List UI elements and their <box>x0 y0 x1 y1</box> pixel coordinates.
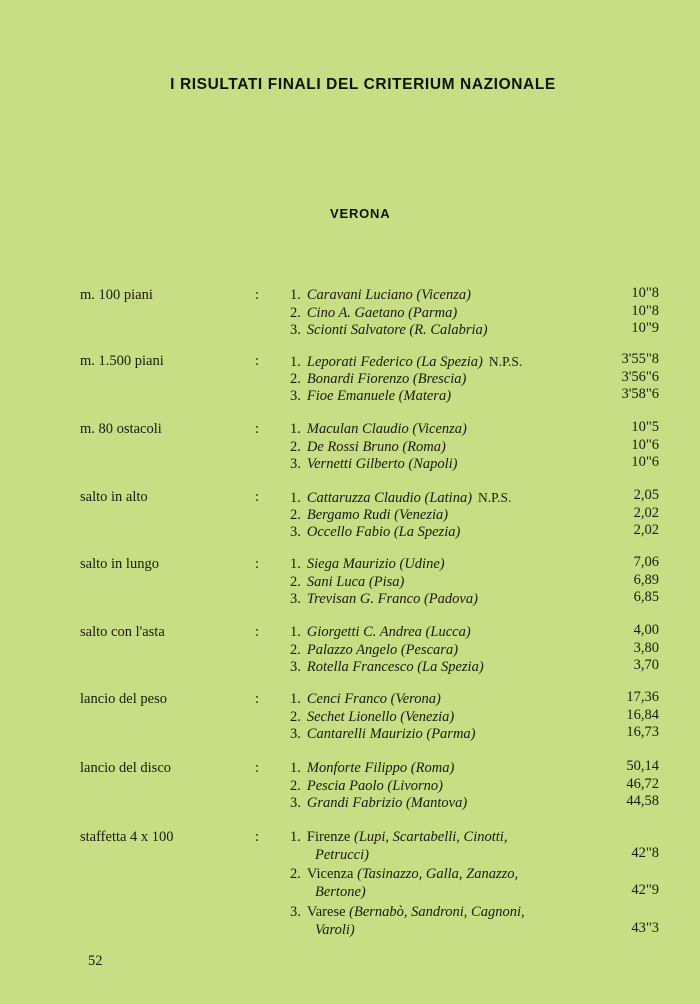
result-row <box>290 456 458 473</box>
event-name: salto in lungo <box>80 556 159 572</box>
result-athlete: Bergamo Rudi (Venezia) <box>306 506 449 523</box>
result-performance: 2,02 <box>633 504 659 521</box>
result-athlete: De Rossi Bruno (Roma) <box>306 438 446 455</box>
relay-members: (Tasinazzo, Galla, Zanazzo, <box>357 866 519 882</box>
result-row <box>290 795 467 812</box>
result-rank: 3. <box>290 456 301 473</box>
result-athlete: Giorgetti C. Andrea (Lucca) <box>306 624 471 640</box>
relay-rank: 2. <box>290 866 301 882</box>
result-athlete: Cino A. Gaetano (Parma) <box>306 304 458 321</box>
result-rank: 2. <box>290 438 301 455</box>
result-row <box>290 591 478 608</box>
result-row <box>290 691 441 708</box>
city-heading: VERONA <box>330 206 391 221</box>
event-colon: : <box>255 691 260 707</box>
result-row <box>290 726 476 743</box>
result-athlete: Maculan Claudio (Vicenza) <box>306 421 467 437</box>
result-rank: 3. <box>290 591 301 608</box>
result-rank: 1. <box>290 287 301 303</box>
result-athlete: Scionti Salvatore (R. Calabria) <box>306 322 488 339</box>
relay-members-continued: Bertone) <box>315 883 366 900</box>
result-performance: 50,14 <box>626 758 659 774</box>
result-performance: 10"9 <box>631 320 659 337</box>
result-row <box>290 489 511 507</box>
result-note: N.P.S. <box>488 354 523 369</box>
relay-performance: 42"9 <box>631 881 659 898</box>
result-performance: 3'55"8 <box>621 351 659 367</box>
result-performance: 6,85 <box>633 589 659 606</box>
relay-team-row <box>290 866 518 883</box>
result-row <box>290 353 522 371</box>
event-name: m. 100 piani <box>80 287 153 303</box>
result-performance: 3,80 <box>633 639 659 656</box>
result-performance: 16,84 <box>626 706 659 723</box>
result-row <box>290 709 454 726</box>
event-colon: : <box>255 624 260 640</box>
result-rank: 3. <box>290 795 301 812</box>
result-rank: 1. <box>290 691 301 707</box>
event-name: lancio del peso <box>80 691 167 707</box>
result-rank: 2. <box>290 708 301 725</box>
relay-members: (Lupi, Scartabelli, Cinotti, <box>353 829 508 845</box>
result-rank: 2. <box>290 777 301 794</box>
result-rank: 1. <box>290 354 301 370</box>
result-row <box>290 760 454 777</box>
result-athlete: Leporati Federico (La Spezia) <box>306 354 483 370</box>
relay-team-row <box>290 904 525 921</box>
result-row <box>290 778 443 795</box>
event-colon: : <box>255 287 260 303</box>
result-performance: 46,72 <box>626 775 659 792</box>
event-name: salto con l'asta <box>80 624 165 640</box>
result-rank: 1. <box>290 490 301 506</box>
event-colon: : <box>255 353 260 369</box>
result-performance: 10"6 <box>631 454 659 471</box>
result-rank: 2. <box>290 506 301 523</box>
result-athlete: Cantarelli Maurizio (Parma) <box>306 726 476 743</box>
result-performance: 10"8 <box>631 302 659 319</box>
result-row <box>290 507 448 524</box>
result-athlete: Pescia Paolo (Livorno) <box>306 777 443 794</box>
event-name: staffetta 4 x 100 <box>80 829 174 845</box>
result-row <box>290 659 484 676</box>
result-performance: 10"8 <box>631 285 659 301</box>
result-row <box>290 388 451 405</box>
result-rank: 1. <box>290 760 301 776</box>
result-athlete: Rotella Francesco (La Spezia) <box>306 659 484 676</box>
result-performance: 44,58 <box>626 793 659 810</box>
relay-rank: 1. <box>290 829 301 845</box>
result-athlete: Vernetti Gilberto (Napoli) <box>306 456 458 473</box>
result-row <box>290 439 446 456</box>
event-name: m. 1.500 piani <box>80 353 164 369</box>
result-row <box>290 305 457 322</box>
result-athlete: Sani Luca (Pisa) <box>306 573 405 590</box>
result-performance: 10"6 <box>631 436 659 453</box>
result-performance: 3,70 <box>633 657 659 674</box>
page-number: 52 <box>88 953 103 969</box>
result-row <box>290 642 458 659</box>
result-athlete: Sechet Lionello (Venezia) <box>306 708 455 725</box>
result-row <box>290 287 471 304</box>
result-performance: 7,06 <box>633 554 659 570</box>
relay-performance: 43"3 <box>631 919 659 936</box>
result-rank: 1. <box>290 556 301 572</box>
event-colon: : <box>255 829 260 845</box>
relay-members-continued: Petrucci) <box>315 846 369 863</box>
relay-team-row <box>290 829 507 846</box>
relay-city: Firenze <box>306 829 351 845</box>
result-performance: 4,00 <box>633 622 659 638</box>
result-athlete: Bonardi Fiorenzo (Brescia) <box>306 370 467 387</box>
result-rank: 1. <box>290 624 301 640</box>
result-row <box>290 524 460 541</box>
result-performance: 2,05 <box>633 487 659 503</box>
result-athlete: Cenci Franco (Verona) <box>306 691 441 707</box>
relay-city: Varese <box>306 904 346 920</box>
result-rank: 3. <box>290 659 301 676</box>
result-performance: 3'56"6 <box>621 368 659 385</box>
result-athlete: Trevisan G. Franco (Padova) <box>306 591 478 608</box>
page-title: I RISULTATI FINALI DEL CRITERIUM NAZIONALE <box>170 76 556 93</box>
result-note: N.P.S. <box>478 490 512 505</box>
relay-rank: 3. <box>290 904 301 920</box>
result-performance: 17,36 <box>626 689 659 705</box>
result-performance: 2,02 <box>633 522 659 539</box>
result-row <box>290 322 488 339</box>
result-athlete: Cattaruzza Claudio (Latina) <box>306 490 473 506</box>
result-rank: 2. <box>290 370 301 387</box>
event-colon: : <box>255 556 260 572</box>
result-row <box>290 574 404 591</box>
result-athlete: Grandi Fabrizio (Mantova) <box>306 795 468 812</box>
result-row <box>290 371 466 388</box>
event-name: salto in alto <box>80 489 148 505</box>
relay-members-continued: Varoli) <box>315 921 355 938</box>
event-colon: : <box>255 421 260 437</box>
result-rank: 2. <box>290 573 301 590</box>
result-rank: 3. <box>290 388 301 405</box>
result-athlete: Caravani Luciano (Vicenza) <box>306 287 471 303</box>
result-athlete: Fioe Emanuele (Matera) <box>306 388 452 405</box>
result-athlete: Monforte Filippo (Roma) <box>306 760 455 776</box>
result-athlete: Siega Maurizio (Udine) <box>306 556 445 572</box>
result-row <box>290 624 471 641</box>
result-athlete: Occello Fabio (La Spezia) <box>306 524 461 541</box>
result-rank: 2. <box>290 304 301 321</box>
event-colon: : <box>255 760 260 776</box>
relay-performance: 42"8 <box>631 844 659 861</box>
event-name: m. 80 ostacoli <box>80 421 162 437</box>
result-performance: 16,73 <box>626 724 659 741</box>
result-row <box>290 421 467 438</box>
event-colon: : <box>255 489 260 505</box>
result-athlete: Palazzo Angelo (Pescara) <box>306 641 459 658</box>
result-row <box>290 556 445 573</box>
relay-city: Vicenza <box>306 866 354 882</box>
result-performance: 3'58"6 <box>621 386 659 403</box>
result-performance: 6,89 <box>633 571 659 588</box>
result-rank: 3. <box>290 322 301 339</box>
result-rank: 3. <box>290 524 301 541</box>
result-rank: 2. <box>290 641 301 658</box>
result-rank: 3. <box>290 726 301 743</box>
relay-members: (Bernabò, Sandroni, Cagnoni, <box>349 904 525 920</box>
event-name: lancio del disco <box>80 760 172 776</box>
result-rank: 1. <box>290 421 301 437</box>
result-performance: 10"5 <box>631 419 659 435</box>
